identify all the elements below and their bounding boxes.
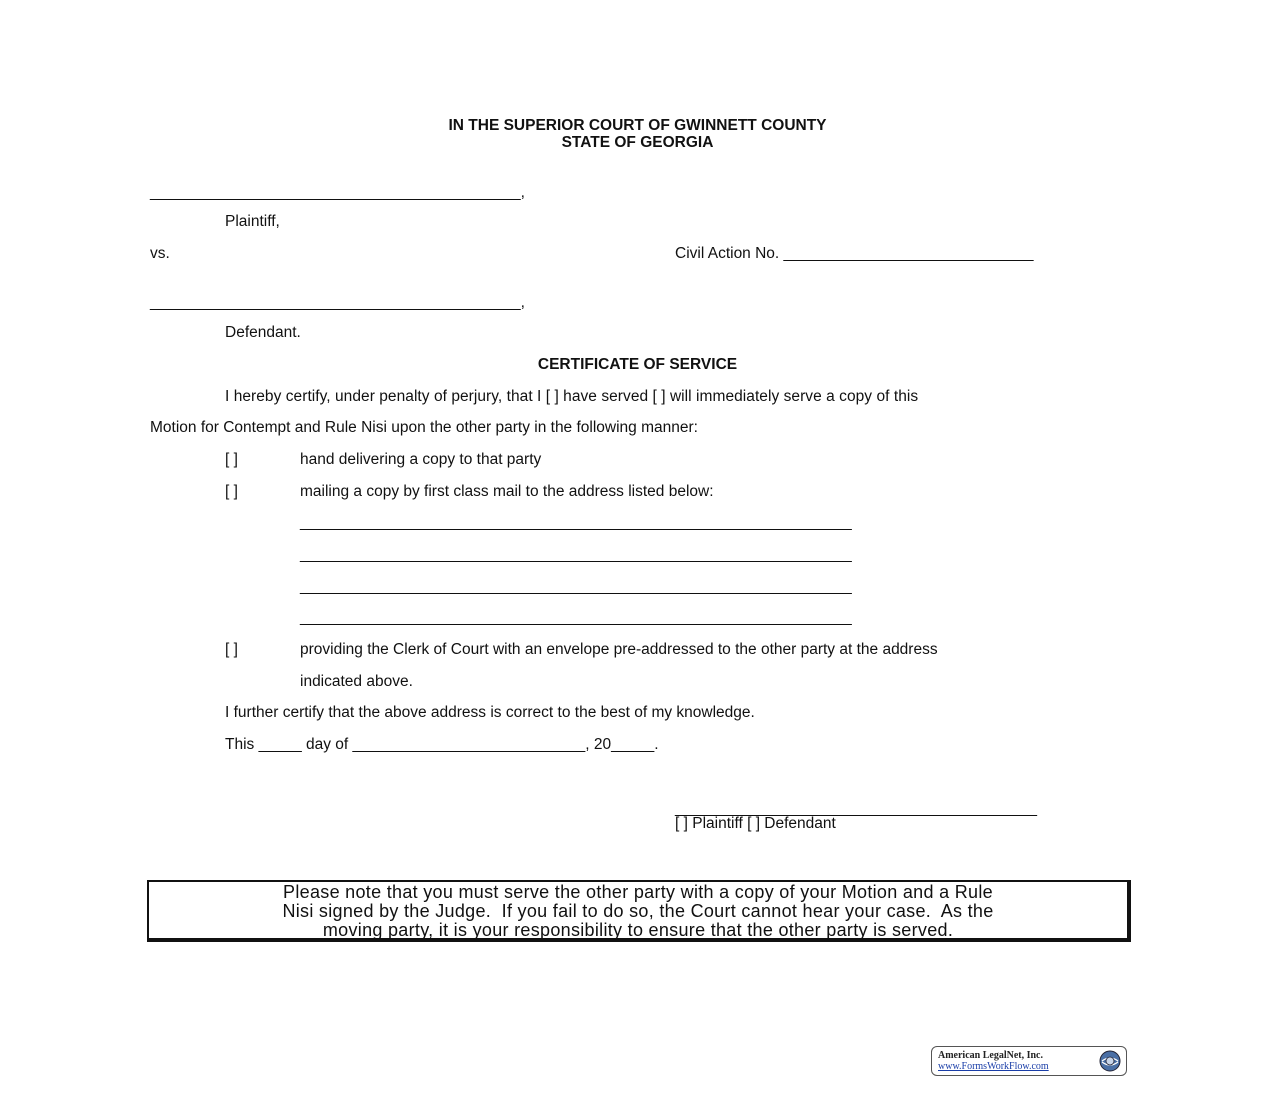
defendant-name-blank: ___________________________________________, [150, 294, 525, 311]
option-hand-delivery-text: hand delivering a copy to that party [300, 451, 542, 468]
civil-action-number: Civil Action No. _____________________________ [675, 245, 1034, 262]
service-notice-box [147, 880, 1131, 942]
signature-blank: __________________________________________ [675, 800, 1038, 817]
globe-icon [1098, 1049, 1122, 1073]
american-legalnet-badge [931, 1046, 1127, 1076]
address-line: ________________________________________________________________ [300, 546, 852, 563]
court-heading: IN THE SUPERIOR COURT OF GWINNETT COUNTY [448, 117, 827, 134]
option-mail-text: mailing a copy by first class mail to the address listed below: [300, 483, 714, 500]
address-line: ________________________________________________________________ [300, 578, 852, 595]
option-clerk-text: providing the Clerk of Court with an envelope pre-addressed to the other party at the address [300, 641, 938, 658]
state-heading: STATE OF GEORGIA [561, 134, 714, 151]
option-clerk-checkbox: [ ] [225, 641, 238, 658]
further-certify-text: I further certify that the above address is correct to the best of my knowledge. [225, 704, 755, 721]
address-line: ________________________________________________________________ [300, 514, 852, 531]
company-url-link[interactable]: www.FormsWorkFlow.com [938, 1061, 1049, 1072]
notice-line: moving party, it is your responsibility to ensure that the other party is served. [322, 920, 954, 940]
vs-label: vs. [150, 245, 170, 262]
plaintiff-name-blank: ___________________________________________, [150, 184, 525, 201]
option-clerk-text-continued: indicated above. [300, 673, 413, 690]
certify-intro-line1: I hereby certify, under penalty of perjury, that I [ ] have served [ ] will immediately serve a copy of this [225, 388, 919, 405]
certify-intro-line2: Motion for Contempt and Rule Nisi upon the other party in the following manner: [150, 419, 698, 436]
notice-line: Nisi signed by the Judge. If you fail to do so, the Court cannot hear your case. As the [282, 901, 994, 921]
signature-party-label: [ ] Plaintiff [ ] Defendant [675, 815, 836, 832]
company-name: American LegalNet, Inc. [938, 1050, 1043, 1061]
defendant-label: Defendant. [225, 324, 301, 341]
plaintiff-label: Plaintiff, [225, 213, 280, 230]
option-mail-checkbox: [ ] [225, 483, 238, 500]
date-line: This _____ day of ___________________________, 20_____. [225, 736, 659, 753]
option-hand-delivery-checkbox: [ ] [225, 451, 238, 468]
certificate-title: CERTIFICATE OF SERVICE [537, 356, 738, 373]
notice-line: Please note that you must serve the other party with a copy of your Motion and a Rule [283, 882, 993, 902]
address-line: ________________________________________________________________ [300, 609, 852, 626]
